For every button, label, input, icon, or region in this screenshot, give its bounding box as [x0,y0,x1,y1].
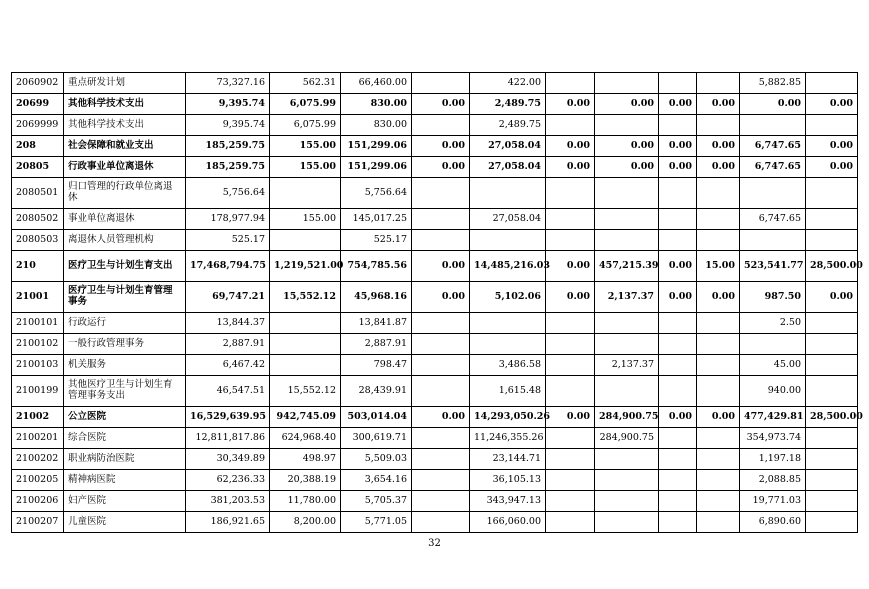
amount-cell: 0.00 [806,94,858,115]
amount-cell: 0.00 [546,94,595,115]
amount-cell: 9,395.74 [186,94,270,115]
amount-cell: 0.00 [806,157,858,178]
amount-cell: 6,747.65 [740,157,806,178]
subject-name-cell: 重点研发计划 [64,73,186,94]
amount-cell [697,376,740,407]
amount-cell: 6,467.42 [186,355,270,376]
amount-cell [697,313,740,334]
amount-cell: 13,841.87 [341,313,412,334]
amount-cell: 0.00 [546,282,595,313]
amount-cell: 0.00 [659,94,697,115]
amount-cell: 14,485,216.03 [470,251,546,282]
page-number: 32 [428,538,441,549]
amount-cell [659,209,697,230]
amount-cell: 422.00 [470,73,546,94]
amount-cell [659,334,697,355]
subject-code-cell: 208 [12,136,64,157]
expenditure-table-container [11,72,863,533]
amount-cell [270,334,341,355]
amount-cell: 9,395.74 [186,115,270,136]
amount-cell: 284,900.75 [595,428,659,449]
amount-cell: 1,219,521.00 [270,251,341,282]
amount-cell [697,209,740,230]
amount-cell: 5,882.85 [740,73,806,94]
subject-name-cell: 公立医院 [64,407,186,428]
amount-cell: 185,259.75 [186,157,270,178]
amount-cell: 2,137.37 [595,282,659,313]
amount-cell [595,334,659,355]
amount-cell [546,428,595,449]
amount-cell [412,491,470,512]
subject-name-cell: 其他医疗卫生与计划生育管理事务支出 [64,376,186,407]
amount-cell: 523,541.77 [740,251,806,282]
amount-cell [806,491,858,512]
amount-cell: 5,509.03 [341,449,412,470]
table-row [12,376,858,407]
amount-cell [412,209,470,230]
amount-cell: 45,968.16 [341,282,412,313]
amount-cell [806,178,858,209]
amount-cell: 2.50 [740,313,806,334]
amount-cell: 66,460.00 [341,73,412,94]
amount-cell [546,178,595,209]
amount-cell: 155.00 [270,136,341,157]
table-row [12,157,858,178]
subject-code-cell: 2080501 [12,178,64,209]
amount-cell [595,449,659,470]
expenditure-table [11,72,863,533]
amount-cell: 0.00 [697,94,740,115]
amount-cell [595,115,659,136]
subject-code-cell: 2100101 [12,313,64,334]
amount-cell [806,428,858,449]
amount-cell: 2,887.91 [186,334,270,355]
amount-cell: 0.00 [595,94,659,115]
amount-cell [412,73,470,94]
amount-cell: 0.00 [546,251,595,282]
amount-cell: 27,058.04 [470,136,546,157]
amount-cell: 457,215.39 [595,251,659,282]
amount-cell [697,491,740,512]
amount-cell [697,470,740,491]
amount-cell: 62,236.33 [186,470,270,491]
table-row [12,355,858,376]
amount-cell [697,334,740,355]
amount-cell [412,115,470,136]
table-row [12,251,858,282]
subject-name-cell: 一般行政管理事务 [64,334,186,355]
amount-cell: 0.00 [740,94,806,115]
amount-cell: 6,075.99 [270,115,341,136]
amount-cell [659,313,697,334]
amount-cell: 0.00 [697,136,740,157]
amount-cell [546,313,595,334]
table-row [12,73,858,94]
amount-cell: 30,349.89 [186,449,270,470]
table-row [12,94,858,115]
amount-cell: 8,200.00 [270,512,341,533]
amount-cell: 20,388.19 [270,470,341,491]
amount-cell: 27,058.04 [470,209,546,230]
amount-cell: 151,299.06 [341,136,412,157]
amount-cell: 45.00 [740,355,806,376]
amount-cell: 28,500.00 [806,251,858,282]
subject-code-cell: 21001 [12,282,64,313]
amount-cell [595,178,659,209]
subject-code-cell: 2080503 [12,230,64,251]
amount-cell [659,491,697,512]
amount-cell [806,115,858,136]
amount-cell: 0.00 [659,251,697,282]
amount-cell [546,209,595,230]
amount-cell [806,73,858,94]
amount-cell: 754,785.56 [341,251,412,282]
table-row [12,491,858,512]
amount-cell [412,449,470,470]
amount-cell [412,355,470,376]
amount-cell: 17,468,794.75 [186,251,270,282]
amount-cell [270,230,341,251]
subject-code-cell: 20805 [12,157,64,178]
amount-cell: 14,293,050.26 [470,407,546,428]
amount-cell: 0.00 [595,136,659,157]
amount-cell: 0.00 [697,282,740,313]
amount-cell: 5,756.64 [341,178,412,209]
table-row [12,115,858,136]
subject-name-cell: 儿童医院 [64,512,186,533]
amount-cell: 12,811,817.86 [186,428,270,449]
amount-cell: 28,500.00 [806,407,858,428]
subject-code-cell: 2100199 [12,376,64,407]
subject-name-cell: 社会保障和就业支出 [64,136,186,157]
table-row [12,178,858,209]
amount-cell: 830.00 [341,94,412,115]
amount-cell: 300,619.71 [341,428,412,449]
amount-cell [470,334,546,355]
amount-cell: 28,439.91 [341,376,412,407]
amount-cell: 0.00 [697,407,740,428]
amount-cell [806,355,858,376]
amount-cell [740,334,806,355]
amount-cell: 6,075.99 [270,94,341,115]
amount-cell: 525.17 [341,230,412,251]
amount-cell [697,178,740,209]
amount-cell: 6,747.65 [740,209,806,230]
amount-cell: 0.00 [659,407,697,428]
amount-cell: 1,615.48 [470,376,546,407]
amount-cell [470,178,546,209]
amount-cell [546,73,595,94]
amount-cell [697,428,740,449]
table-row [12,230,858,251]
amount-cell: 624,968.40 [270,428,341,449]
amount-cell [659,512,697,533]
amount-cell [595,512,659,533]
subject-code-cell: 2100202 [12,449,64,470]
subject-code-cell: 20699 [12,94,64,115]
amount-cell [595,376,659,407]
table-row [12,282,858,313]
amount-cell: 2,088.85 [740,470,806,491]
amount-cell [697,355,740,376]
amount-cell [595,73,659,94]
amount-cell [806,313,858,334]
subject-code-cell: 2100201 [12,428,64,449]
amount-cell: 178,977.94 [186,209,270,230]
amount-cell [659,73,697,94]
amount-cell: 46,547.51 [186,376,270,407]
subject-code-cell: 2100103 [12,355,64,376]
amount-cell: 0.00 [546,157,595,178]
amount-cell: 16,529,639.95 [186,407,270,428]
subject-code-cell: 2100207 [12,512,64,533]
amount-cell [740,230,806,251]
amount-cell: 36,105.13 [470,470,546,491]
amount-cell [546,230,595,251]
subject-name-cell: 行政事业单位离退休 [64,157,186,178]
amount-cell [546,512,595,533]
amount-cell: 0.00 [546,407,595,428]
amount-cell [470,313,546,334]
amount-cell: 0.00 [412,251,470,282]
amount-cell: 477,429.81 [740,407,806,428]
subject-name-cell: 综合医院 [64,428,186,449]
amount-cell [412,313,470,334]
amount-cell [697,512,740,533]
amount-cell [806,376,858,407]
subject-name-cell: 职业病防治医院 [64,449,186,470]
amount-cell: 185,259.75 [186,136,270,157]
amount-cell [595,491,659,512]
amount-cell: 0.00 [546,136,595,157]
amount-cell: 15,552.12 [270,376,341,407]
amount-cell [697,230,740,251]
amount-cell: 0.00 [595,157,659,178]
amount-cell: 6,747.65 [740,136,806,157]
amount-cell: 166,060.00 [470,512,546,533]
amount-cell [659,376,697,407]
subject-code-cell: 210 [12,251,64,282]
amount-cell: 5,102.06 [470,282,546,313]
amount-cell: 11,246,355.26 [470,428,546,449]
amount-cell: 69,747.21 [186,282,270,313]
subject-code-cell: 2100205 [12,470,64,491]
amount-cell: 0.00 [659,136,697,157]
amount-cell [412,178,470,209]
amount-cell: 155.00 [270,209,341,230]
amount-cell: 0.00 [412,136,470,157]
amount-cell [659,230,697,251]
amount-cell: 942,745.09 [270,407,341,428]
amount-cell [270,313,341,334]
amount-cell [412,376,470,407]
amount-cell [659,115,697,136]
amount-cell: 155.00 [270,157,341,178]
subject-code-cell: 21002 [12,407,64,428]
amount-cell: 2,489.75 [470,115,546,136]
amount-cell: 830.00 [341,115,412,136]
amount-cell [806,334,858,355]
amount-cell [806,209,858,230]
amount-cell: 15,552.12 [270,282,341,313]
subject-code-cell: 2100102 [12,334,64,355]
amount-cell: 5,756.64 [186,178,270,209]
subject-name-cell: 医疗卫生与计划生育管理事务 [64,282,186,313]
amount-cell: 798.47 [341,355,412,376]
amount-cell: 1,197.18 [740,449,806,470]
amount-cell: 5,771.05 [341,512,412,533]
amount-cell: 3,486.58 [470,355,546,376]
table-row [12,428,858,449]
amount-cell: 151,299.06 [341,157,412,178]
subject-name-cell: 机关服务 [64,355,186,376]
amount-cell [546,449,595,470]
amount-cell: 525.17 [186,230,270,251]
amount-cell [595,209,659,230]
amount-cell [595,313,659,334]
amount-cell [697,449,740,470]
subject-code-cell: 2069999 [12,115,64,136]
subject-name-cell: 离退休人员管理机构 [64,230,186,251]
amount-cell [546,115,595,136]
table-row [12,209,858,230]
amount-cell: 23,144.71 [470,449,546,470]
amount-cell [659,449,697,470]
table-body [12,73,863,533]
amount-cell: 186,921.65 [186,512,270,533]
amount-cell [659,178,697,209]
subject-code-cell: 2060902 [12,73,64,94]
amount-cell: 987.50 [740,282,806,313]
amount-cell [740,178,806,209]
table-row [12,512,858,533]
table-row [12,334,858,355]
amount-cell: 2,489.75 [470,94,546,115]
amount-cell [470,230,546,251]
amount-cell: 0.00 [659,157,697,178]
amount-cell: 5,705.37 [341,491,412,512]
amount-cell: 0.00 [806,282,858,313]
amount-cell: 0.00 [412,407,470,428]
subject-name-cell: 精神病医院 [64,470,186,491]
amount-cell: 13,844.37 [186,313,270,334]
table-row [12,449,858,470]
amount-cell: 284,900.75 [595,407,659,428]
subject-name-cell: 其他科学技术支出 [64,94,186,115]
amount-cell [546,334,595,355]
amount-cell: 19,771.03 [740,491,806,512]
amount-cell [659,428,697,449]
amount-cell [546,355,595,376]
subject-name-cell: 医疗卫生与计划生育支出 [64,251,186,282]
amount-cell [595,230,659,251]
amount-cell: 0.00 [412,94,470,115]
amount-cell: 15.00 [697,251,740,282]
amount-cell: 503,014.04 [341,407,412,428]
table-row [12,470,858,491]
amount-cell: 0.00 [659,282,697,313]
amount-cell [412,334,470,355]
amount-cell: 0.00 [806,136,858,157]
subject-code-cell: 2080502 [12,209,64,230]
subject-code-cell: 2100206 [12,491,64,512]
subject-name-cell: 归口管理的行政单位离退休 [64,178,186,209]
amount-cell [412,428,470,449]
amount-cell: 562.31 [270,73,341,94]
table-row [12,313,858,334]
amount-cell: 940.00 [740,376,806,407]
amount-cell [412,230,470,251]
amount-cell: 3,654.16 [341,470,412,491]
amount-cell [806,449,858,470]
amount-cell: 2,887.91 [341,334,412,355]
amount-cell: 6,890.60 [740,512,806,533]
amount-cell [806,470,858,491]
amount-cell [806,512,858,533]
amount-cell [697,73,740,94]
amount-cell: 145,017.25 [341,209,412,230]
amount-cell: 498.97 [270,449,341,470]
amount-cell: 0.00 [412,282,470,313]
amount-cell [270,178,341,209]
amount-cell [659,470,697,491]
amount-cell: 73,327.16 [186,73,270,94]
table-row [12,136,858,157]
subject-name-cell: 其他科学技术支出 [64,115,186,136]
amount-cell [546,491,595,512]
amount-cell [697,115,740,136]
amount-cell [412,512,470,533]
amount-cell: 343,947.13 [470,491,546,512]
amount-cell [270,355,341,376]
amount-cell [546,470,595,491]
amount-cell [546,376,595,407]
amount-cell [806,230,858,251]
amount-cell [659,355,697,376]
subject-name-cell: 行政运行 [64,313,186,334]
amount-cell: 354,973.74 [740,428,806,449]
amount-cell: 11,780.00 [270,491,341,512]
amount-cell [412,470,470,491]
amount-cell: 381,203.53 [186,491,270,512]
amount-cell [595,470,659,491]
amount-cell [740,115,806,136]
amount-cell: 2,137.37 [595,355,659,376]
amount-cell: 0.00 [697,157,740,178]
subject-name-cell: 事业单位离退休 [64,209,186,230]
amount-cell: 27,058.04 [470,157,546,178]
subject-name-cell: 妇产医院 [64,491,186,512]
table-row [12,407,858,428]
amount-cell: 0.00 [412,157,470,178]
